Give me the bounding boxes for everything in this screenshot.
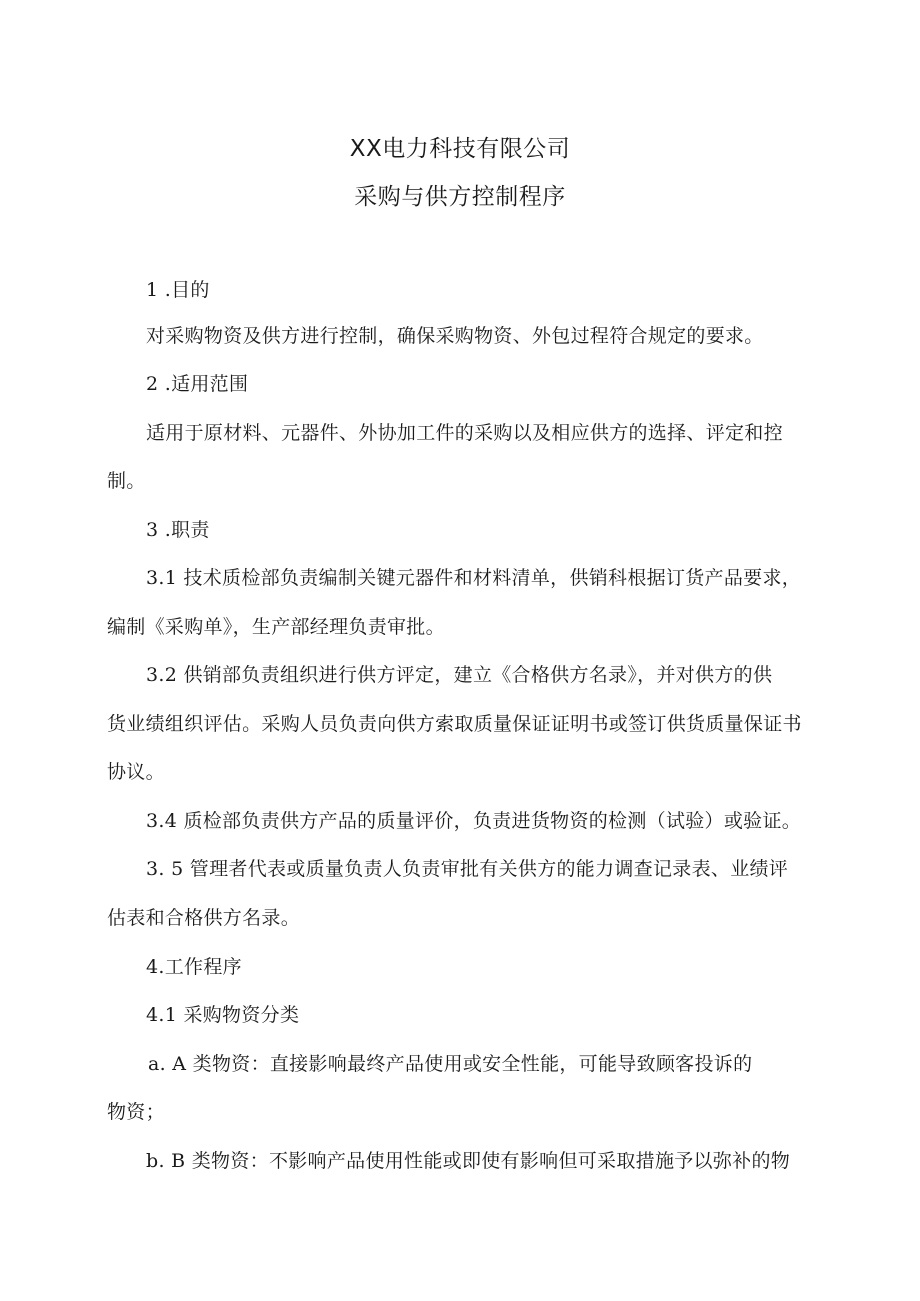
paragraph-line: 适用于原材料、元器件、外协加工件的采购以及相应供方的选择、评定和控	[146, 422, 783, 444]
paragraph-line: 3.4 质检部负责供方产品的质量评价，负责进货物资的检测（试验）或验证。	[146, 810, 802, 832]
subsection-heading: 4.1 采购物资分类	[146, 1004, 300, 1026]
section-heading: 3 .职责	[146, 519, 210, 541]
paragraph-line: 3.1 技术质检部负责编制关键元器件和材料清单，供销科根据订货产品要求，	[146, 567, 802, 589]
section-heading: 2 .适用范围	[146, 373, 249, 395]
paragraph-line: 对采购物资及供方进行控制，确保采购物资、外包过程符合规定的要求。	[146, 325, 764, 347]
paragraph-line: 估表和合格供方名录。	[107, 907, 301, 929]
paragraph-line: 3.2 供销部负责组织进行供方评定，建立《合格供方名录》，并对供方的供	[146, 664, 773, 686]
section-heading: 4.工作程序	[146, 956, 242, 978]
company-name: XX电力科技有限公司	[349, 136, 571, 162]
paragraph-line: 货业绩组织评估。采购人员负责向供方索取质量保证证明书或签订供货质量保证书	[107, 713, 802, 735]
paragraph-line: 物资；	[107, 1101, 165, 1123]
list-item-a: a. A 类物资：直接影响最终产品使用或安全性能，可能导致顾客投诉的	[148, 1053, 753, 1075]
section-heading: 1 .目的	[146, 279, 210, 301]
paragraph-line: 协议。	[107, 761, 165, 783]
list-item-b: b. B 类物资：不影响产品使用性能或即使有影响但可采取措施予以弥补的物	[146, 1150, 791, 1172]
paragraph-line: 编制《采购单》，生产部经理负责审批。	[107, 616, 445, 638]
document-title: 采购与供方控制程序	[354, 184, 566, 210]
paragraph-line: 3. 5 管理者代表或质量负责人负责审批有关供方的能力调查记录表、业绩评	[146, 858, 789, 880]
paragraph-line: 制。	[107, 470, 146, 492]
